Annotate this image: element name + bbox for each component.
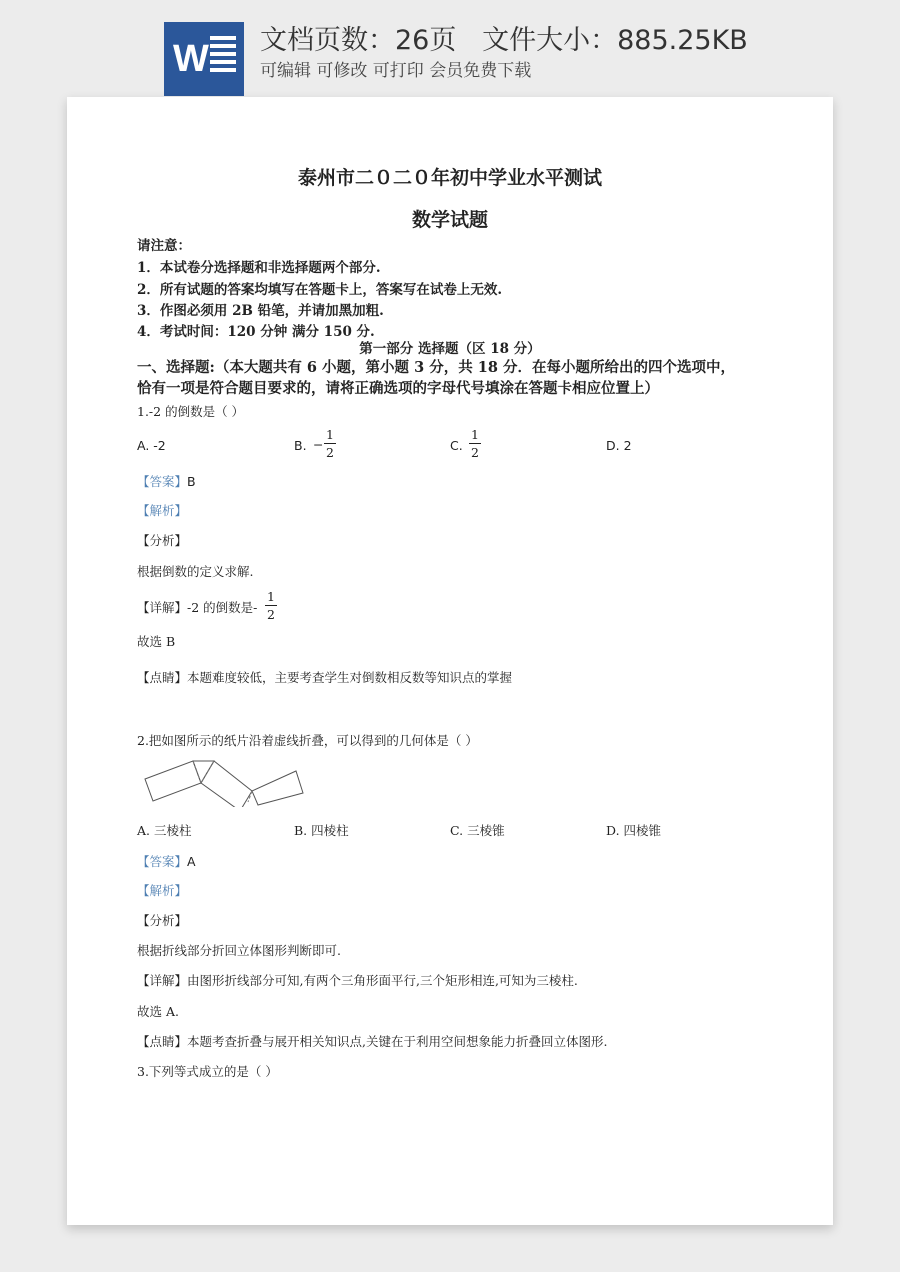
question-1-stem: 1.-2 的倒数是（ ） [137,404,245,419]
minus-sign: − [313,437,324,452]
fraction [265,589,277,622]
option-b: B. 四棱柱 [294,823,349,838]
detail-text: 【详解】-2 的倒数是- [137,600,258,615]
option-c: C. 三棱锥 [450,823,505,838]
analysis-tag: 【解析】 [137,883,188,898]
document-meta-title: 文档页数：26页 文件大小：885.25KB [260,25,748,56]
section-instructions: 恰有一项是符合题目要求的，请将正确选项的字母代号填涂在答题卡相应位置上） [137,380,659,397]
document-page [67,97,833,1225]
denominator: 2 [326,445,334,460]
fenxi-tag: 【分析】 [137,913,188,928]
part-heading: 第一部分 选择题（区 18 分） [359,341,541,357]
question-2-stem: 2.把如图所示的纸片沿着虚线折叠，可以得到的几何体是（ ） [137,733,478,748]
denominator: 2 [267,607,275,622]
word-document-icon [164,22,244,96]
question-3-stem: 3.下列等式成立的是（ ） [137,1064,278,1079]
download-banner [0,0,900,100]
option-c-label: C. [450,438,463,453]
document-meta-subtitle: 可编辑 可修改 可打印 会员免费下载 [260,61,532,81]
option-b-label: B. [294,438,307,453]
fraction [324,427,336,460]
dianjing: 【点睛】本题难度较低，主要考查学生对倒数相反数等知识点的掌握 [137,670,513,685]
notice-item: 1．本试卷分选择题和非选择题两个部分. [137,260,381,276]
section-instructions: 一、选择题:（本大题共有 6 小题，第小题 3 分，共 18 分．在每小题所给出的四个选项中， [137,359,735,376]
option-a: A. 三棱柱 [137,823,192,838]
conclusion: 故选 A. [137,1004,179,1019]
fraction [469,427,481,460]
dianjing: 【点睛】本题考查折叠与展开相关知识点,关键在于利用空间想象能力折叠回立体图形. [137,1034,608,1049]
exam-title: 泰州市二０二０年初中学业水平测试 [297,167,602,189]
answer-tag: 【答案】 [137,474,188,489]
numerator: 1 [326,427,334,442]
answer-value: A [187,854,196,869]
fenxi-text: 根据倒数的定义求解. [137,564,254,579]
folding-net-figure [143,757,309,807]
option-d: D. 四棱锥 [606,823,662,838]
answer-tag: 【答案】 [137,854,188,869]
logo-letter: W [173,38,209,80]
option-d: D. 2 [606,438,632,453]
exam-subtitle: 数学试题 [411,209,488,231]
analysis-tag: 【解析】 [137,503,188,518]
notice-item: 2．所有试题的答案均填写在答题卡上，答案写在试卷上无效. [137,282,503,298]
answer-line [137,471,196,490]
fenxi-text: 根据折线部分折回立体图形判断即可. [137,943,341,958]
notice-item: 4．考试时间：120 分钟 满分 150 分. [137,324,375,340]
numerator: 1 [267,589,275,604]
answer-line [137,851,196,870]
fenxi-tag: 【分析】 [137,533,188,548]
notice-item: 3．作图必须用 2B 铅笔，并请加黑加粗. [137,303,384,319]
option-a: A. -2 [137,438,166,453]
conclusion: 故选 B [137,634,176,649]
answer-value: B [187,474,196,489]
denominator: 2 [471,445,479,460]
notice-heading: 请注意： [137,238,191,254]
numerator: 1 [471,427,479,442]
detail-text: 【详解】由图形折线部分可知,有两个三角形面平行,三个矩形相连,可知为三棱柱. [137,973,578,988]
